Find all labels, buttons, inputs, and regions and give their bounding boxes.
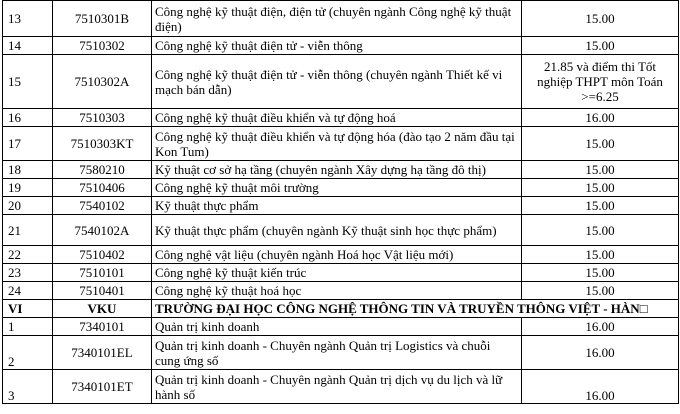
major-code: 7510406 bbox=[53, 179, 152, 197]
cutoff-score: 16.00 bbox=[522, 370, 679, 404]
row-number: 1 bbox=[3, 318, 53, 336]
major-name: Công nghệ kỹ thuật điện, điện tử (chuyên ngành Công nghệ kỹ thuật điện) bbox=[152, 1, 522, 37]
cutoff-score: 15.00 bbox=[522, 246, 679, 264]
cutoff-score: 16.00 bbox=[522, 318, 679, 336]
major-code: 7510302A bbox=[53, 55, 152, 109]
table-row bbox=[3, 127, 679, 161]
major-code: 7510301B bbox=[53, 1, 152, 37]
major-name: Công nghệ kỹ thuật điều khiển và tự động hóa (đào tạo 2 năm đầu tại Kon Tum) bbox=[152, 127, 522, 161]
major-name: Công nghệ kỹ thuật điện tử - viễn thông bbox=[152, 37, 522, 55]
row-number: 20 bbox=[3, 197, 53, 215]
row-number: 22 bbox=[3, 246, 53, 264]
table-row bbox=[3, 197, 679, 215]
row-number: 16 bbox=[3, 109, 53, 127]
section-header-row bbox=[3, 300, 679, 318]
major-code: 7510401 bbox=[53, 282, 152, 300]
major-name: Công nghệ vật liệu (chuyên ngành Hoá học Vật liệu mới) bbox=[152, 246, 522, 264]
cutoff-score: 15.00 bbox=[522, 37, 679, 55]
table-row bbox=[3, 55, 679, 109]
cutoff-score: 15.00 bbox=[522, 127, 679, 161]
row-number: 14 bbox=[3, 37, 53, 55]
major-name: Kỹ thuật thực phẩm (chuyên ngành Kỹ thuật sinh học thực phẩm) bbox=[152, 215, 522, 246]
row-number: 21 bbox=[3, 215, 53, 246]
cutoff-score: 15.00 bbox=[522, 215, 679, 246]
cutoff-score: 15.00 bbox=[522, 161, 679, 179]
table-row bbox=[3, 1, 679, 37]
row-number: 23 bbox=[3, 264, 53, 282]
major-code: 7340101 bbox=[53, 318, 152, 336]
cutoff-score: 16.00 bbox=[522, 336, 679, 370]
table-row bbox=[3, 161, 679, 179]
major-name: Kỹ thuật thực phẩm bbox=[152, 197, 522, 215]
major-code: 7510101 bbox=[53, 264, 152, 282]
major-name: Công nghệ kỹ thuật điều khiển và tự động hoá bbox=[152, 109, 522, 127]
table-row bbox=[3, 179, 679, 197]
row-number: 17 bbox=[3, 127, 53, 161]
major-code: 7540102 bbox=[53, 197, 152, 215]
major-name: Kỹ thuật cơ sở hạ tầng (chuyên ngành Xây dựng hạ tầng đô thị) bbox=[152, 161, 522, 179]
major-name: Quản trị kinh doanh - Chuyên ngành Quản trị Logistics và chuỗi cung ứng số bbox=[152, 336, 522, 370]
row-number: 19 bbox=[3, 179, 53, 197]
major-code: 7510303 bbox=[53, 109, 152, 127]
major-name: Quản trị kinh doanh bbox=[152, 318, 522, 336]
major-code: 7340101EL bbox=[53, 336, 152, 370]
major-name: Công nghệ kỹ thuật điện tử - viễn thông (chuyên ngành Thiết kế vi mạch bán dẫn) bbox=[152, 55, 522, 109]
table-row bbox=[3, 282, 679, 300]
row-number: 2 bbox=[3, 336, 53, 370]
major-code: 7580210 bbox=[53, 161, 152, 179]
cutoff-score: 15.00 bbox=[522, 264, 679, 282]
major-name: Công nghệ kỹ thuật môi trường bbox=[152, 179, 522, 197]
row-number: 15 bbox=[3, 55, 53, 109]
row-number: 18 bbox=[3, 161, 53, 179]
major-code: 7510302 bbox=[53, 37, 152, 55]
cutoff-score: 15.00 bbox=[522, 197, 679, 215]
table-row bbox=[3, 246, 679, 264]
row-number: 24 bbox=[3, 282, 53, 300]
cutoff-score: 15.00 bbox=[522, 282, 679, 300]
admission-score-table bbox=[2, 0, 679, 404]
table-row bbox=[3, 370, 679, 404]
section-title: TRƯỜNG ĐẠI HỌC CÔNG NGHỆ THÔNG TIN VÀ TRUYỀN THÔNG VIỆT - HÀN□ bbox=[152, 300, 679, 318]
major-name: Công nghệ kỹ thuật hoá học bbox=[152, 282, 522, 300]
table-row bbox=[3, 37, 679, 55]
row-number: 3 bbox=[3, 370, 53, 404]
cutoff-score: 16.00 bbox=[522, 109, 679, 127]
cutoff-score: 21.85 và điểm thi Tốt nghiệp THPT môn Toán >=6.25 bbox=[522, 55, 679, 109]
cutoff-score: 15.00 bbox=[522, 179, 679, 197]
cutoff-score: 15.00 bbox=[522, 1, 679, 37]
table-row bbox=[3, 109, 679, 127]
table-row bbox=[3, 264, 679, 282]
major-code: 7340101ET bbox=[53, 370, 152, 404]
table-row bbox=[3, 336, 679, 370]
major-code: 7540102A bbox=[53, 215, 152, 246]
table-row bbox=[3, 318, 679, 336]
major-code: 7510303KT bbox=[53, 127, 152, 161]
table-row bbox=[3, 215, 679, 246]
major-name: Quản trị kinh doanh - Chuyên ngành Quản trị dịch vụ du lịch và lữ hành số bbox=[152, 370, 522, 404]
section-code: VKU bbox=[53, 300, 152, 318]
section-number: VI bbox=[3, 300, 53, 318]
major-name: Công nghệ kỹ thuật kiến trúc bbox=[152, 264, 522, 282]
major-code: 7510402 bbox=[53, 246, 152, 264]
row-number: 13 bbox=[3, 1, 53, 37]
